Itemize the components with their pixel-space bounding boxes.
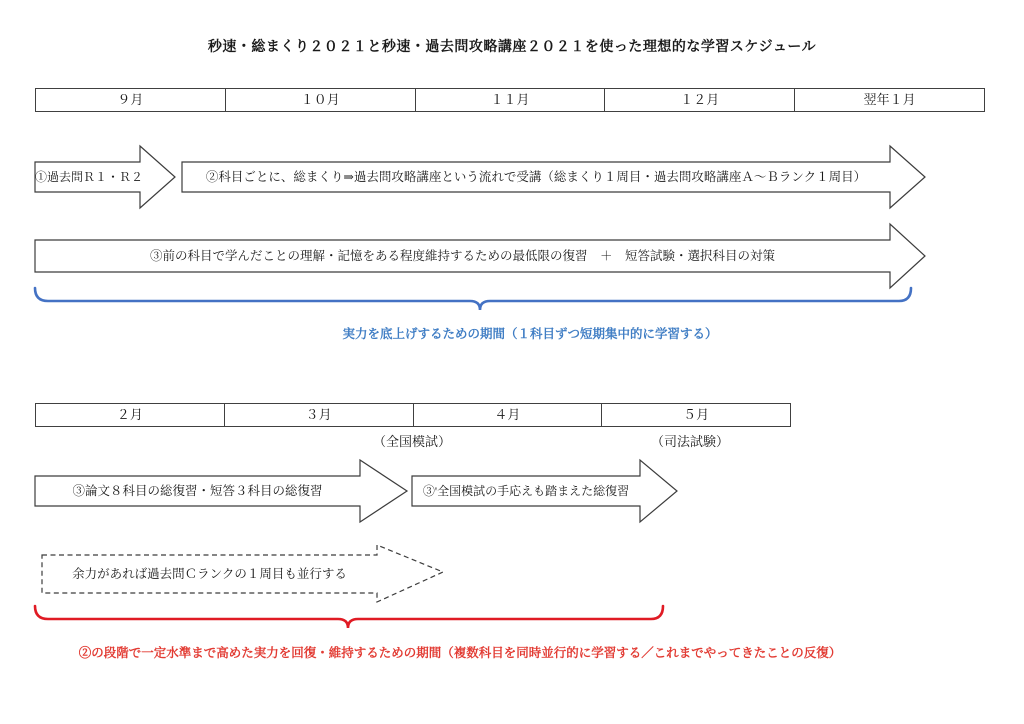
national-mock-exam-note: （全国模試） [372,434,451,449]
month-cell-mar: ３月 [225,404,414,426]
month-cell-feb: ２月 [36,404,225,426]
arrow-step3-dash [412,459,678,523]
month-cell-dec: １２月 [605,89,795,111]
arrow-step3-dash-label: ③'全国模試の手応えも踏まえた総復習 [422,484,630,498]
arrow-step2 [182,145,926,209]
bar-exam-note: （司法試験） [650,434,729,449]
arrow-step3 [35,223,926,289]
timeline1-month-header [35,88,985,112]
blue-brace [32,286,914,312]
arrow-step1-label: ①過去問Ｒ１・Ｒ２ [35,170,144,184]
month-cell-nov: １１月 [416,89,606,111]
month-cell-apr: ４月 [414,404,603,426]
arrow-step3-label: ③前の科目で学んだことの理解・記憶をある程度維持するための最低限の復習 ＋ 短答試験・選択科目の対策 [149,249,775,263]
month-cell-may: ５月 [683,407,710,422]
month-cell-oct: １０月 [226,89,416,111]
foundation-period-label: 実力を底上げするための期間（１科目ずつ短期集中的に学習する） [342,327,718,341]
maintenance-period-label: ②の段階で一定水準まで高めた実力を回復・維持するための期間（複数科目を同時並行的に学習する／これまでやってきたことの反復） [78,646,842,660]
timeline2-month-header [35,403,791,427]
month-cell-sep: ９月 [36,89,226,111]
month-cell-jan: 翌年１月 [863,92,916,107]
arrow-step3-review-label: ③論文８科目の総復習・短答３科目の総復習 [72,484,323,498]
arrow-step2-label: ②科目ごとに、総まくり⇒過去問攻略講座という流れで受講（総まくり１周目・過去問攻略講座Ａ〜Ｂランク１周目） [205,170,867,184]
page-title: 秒速・総まくり２０２１と秒速・過去問攻略講座２０２１を使った理想的な学習スケジュール [207,40,817,55]
arrow-step3-review [35,459,408,523]
arrow-optional-dashed [42,541,444,605]
arrow-step1 [35,145,176,209]
red-brace [32,604,666,630]
arrow-optional-label: 余力があれば過去問Ｃランクの１周目も並行する [72,567,347,581]
